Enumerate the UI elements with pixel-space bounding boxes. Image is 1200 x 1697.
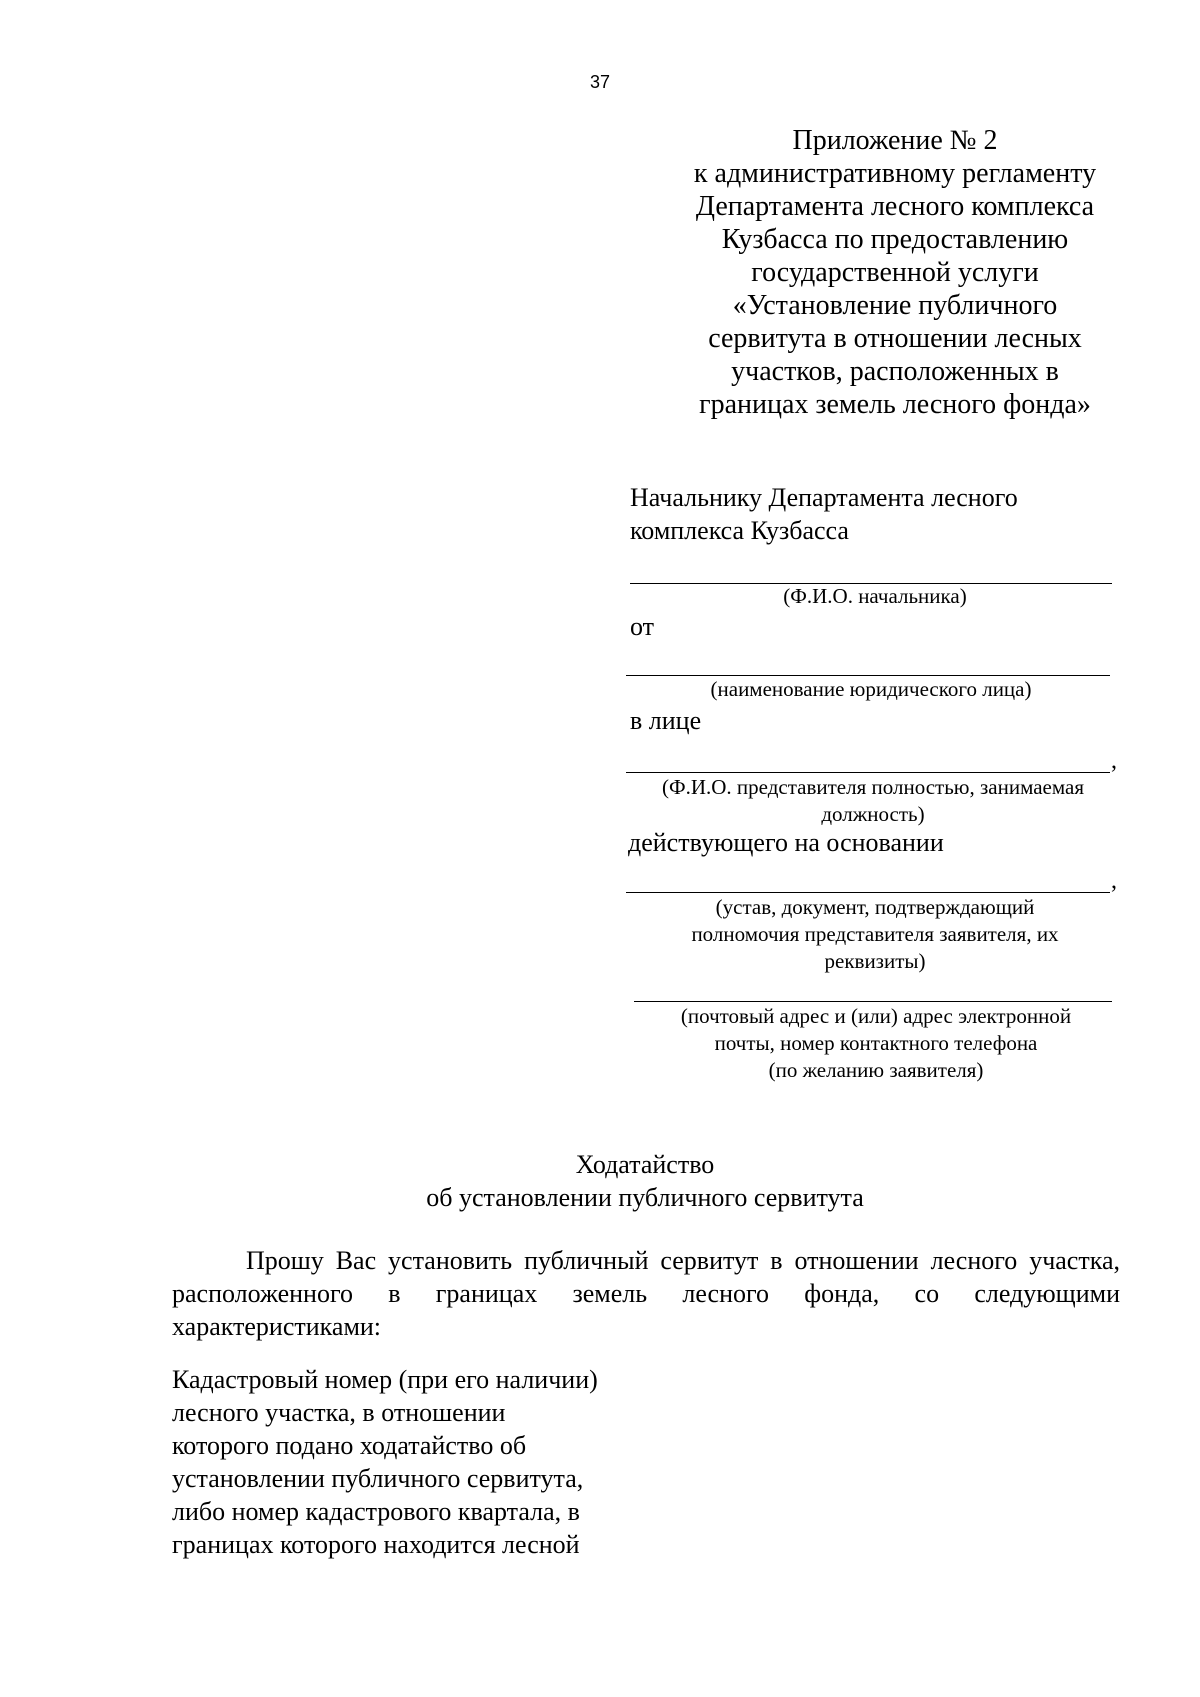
legal-entity-caption: (наименование юридического лица) [710, 677, 1032, 701]
field-label-line: которого подано ходатайство об [172, 1431, 527, 1460]
appendix-line: участков, расположенных в [731, 356, 1059, 387]
caption-line: (устав, документ, подтверждающий [715, 895, 1035, 919]
appendix-line: государственной услуги [751, 257, 1039, 288]
caption-line: почты, номер контактного телефона [714, 1031, 1038, 1055]
document-title [0, 1148, 1200, 1214]
caption-line: должность) [821, 802, 925, 826]
from-label: от [630, 612, 655, 641]
addressee-block [630, 481, 1120, 547]
cadastral-number-field-label [172, 1363, 652, 1561]
caption-line: (почтовый адрес и (или) адрес электронной [680, 1004, 1072, 1028]
appendix-header [660, 124, 1130, 421]
addressee-line: комплекса Кузбасса [630, 516, 849, 545]
document-title-main: Ходатайство [575, 1150, 715, 1179]
appendix-line: Кузбасса по предоставлению [721, 224, 1069, 255]
addressee-line: Начальнику Департамента лесного [630, 483, 1018, 512]
field-label-line: Кадастровый номер (при его наличии) [172, 1365, 598, 1394]
basis-document-blank-line[interactable] [626, 892, 1110, 893]
document-title-subtitle: об установлении публичного сервитута [426, 1183, 864, 1212]
acting-basis-label: действующего на основании [628, 828, 944, 857]
appendix-line: «Установление публичного [732, 290, 1058, 321]
page-number: 37 [589, 72, 611, 92]
petition-paragraph: Прошу Вас установить публичный сервитут в отношении лесного участка, расположенного в границах земель лесного фонда, со следующими характеристиками: [172, 1246, 1120, 1341]
caption-line: полномочия представителя заявителя, их [691, 922, 1059, 946]
field-label-line: либо номер кадастрового квартала, в [172, 1497, 580, 1526]
caption-line: (Ф.И.О. представителя полностью, занимаемая [662, 775, 1084, 799]
appendix-line: Приложение № 2 [792, 125, 998, 156]
comma: , [1111, 748, 1117, 774]
appendix-line: границах земель лесного фонда» [699, 389, 1091, 420]
head-name-caption: (Ф.И.О. начальника) [783, 584, 967, 608]
caption-line: реквизиты) [824, 949, 926, 973]
contact-caption [634, 1003, 1118, 1084]
comma: , [1111, 868, 1117, 894]
field-label-line: установлении публичного сервитута, [172, 1464, 584, 1493]
caption-line: (по желанию заявителя) [768, 1058, 984, 1082]
representative-caption [624, 774, 1122, 828]
appendix-line: сервитута в отношении лесных [708, 323, 1082, 354]
representative-blank-line[interactable] [626, 772, 1110, 773]
contact-blank-line[interactable] [634, 1001, 1112, 1002]
in-person-label: в лице [630, 706, 702, 735]
appendix-line: к административному регламенту [693, 158, 1097, 189]
appendix-line: Департамента лесного комплекса [695, 191, 1095, 222]
field-label-line: границах которого находится лесной [172, 1530, 580, 1559]
field-label-line: лесного участка, в отношении [172, 1398, 506, 1427]
basis-document-caption [630, 894, 1120, 975]
